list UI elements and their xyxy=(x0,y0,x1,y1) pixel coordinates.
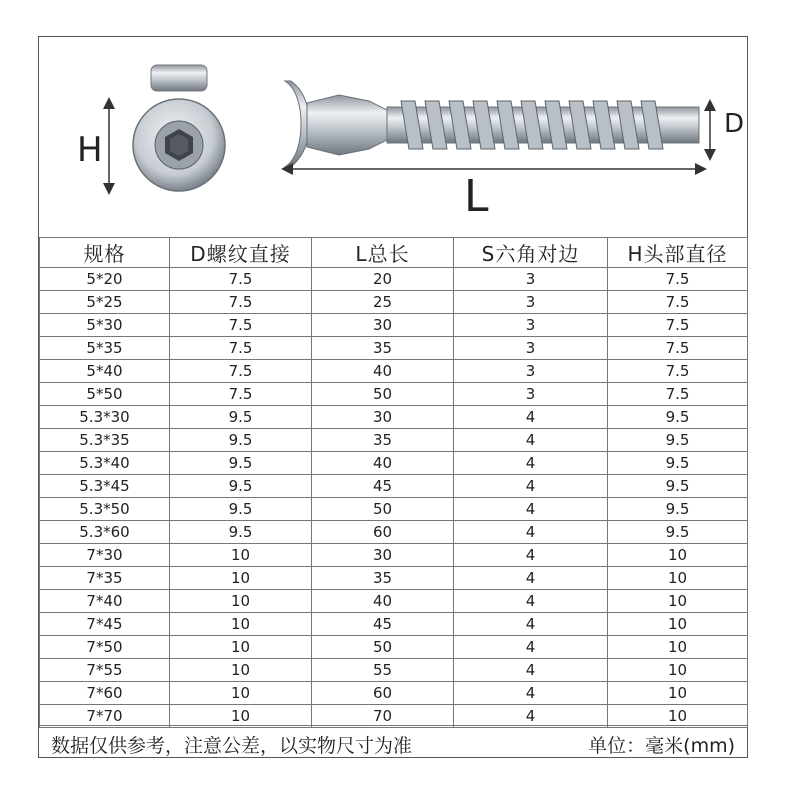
cell-hex-size: 3 xyxy=(454,291,608,314)
cell-head-diameter: 9.5 xyxy=(608,521,748,544)
cell-head-diameter: 10 xyxy=(608,567,748,590)
table-row xyxy=(40,337,748,360)
header-thread-diameter: D螺纹直接 xyxy=(170,238,312,268)
cell-hex-size: 4 xyxy=(454,429,608,452)
table-row xyxy=(40,567,748,590)
cell-spec: 5.3*35 xyxy=(40,429,170,452)
height-label: H xyxy=(77,130,103,170)
cell-thread-diameter: 9.5 xyxy=(170,521,312,544)
cell-total-length: 30 xyxy=(312,544,454,567)
cell-head-diameter: 10 xyxy=(608,636,748,659)
cell-hex-size: 4 xyxy=(454,498,608,521)
cell-spec: 7*35 xyxy=(40,567,170,590)
cell-hex-size: 3 xyxy=(454,360,608,383)
cell-head-diameter: 10 xyxy=(608,682,748,705)
header-hex-size: S六角对边 xyxy=(454,238,608,268)
cell-head-diameter: 10 xyxy=(608,590,748,613)
table-row xyxy=(40,613,748,636)
cell-thread-diameter: 7.5 xyxy=(170,291,312,314)
cell-spec: 7*40 xyxy=(40,590,170,613)
cell-total-length: 35 xyxy=(312,337,454,360)
cell-spec: 5.3*50 xyxy=(40,498,170,521)
cell-thread-diameter: 7.5 xyxy=(170,337,312,360)
cell-hex-size: 4 xyxy=(454,521,608,544)
disclaimer-note: 数据仅供参考，注意公差，以实物尺寸为准 xyxy=(51,735,413,757)
cell-total-length: 60 xyxy=(312,521,454,544)
cell-hex-size: 4 xyxy=(454,659,608,682)
cell-total-length: 25 xyxy=(312,291,454,314)
cell-hex-size: 4 xyxy=(454,613,608,636)
cell-total-length: 50 xyxy=(312,383,454,406)
cell-thread-diameter: 10 xyxy=(170,705,312,728)
table-row xyxy=(40,590,748,613)
cell-spec: 7*60 xyxy=(40,682,170,705)
cell-hex-size: 3 xyxy=(454,314,608,337)
table-header-row xyxy=(40,238,748,268)
cell-hex-size: 3 xyxy=(454,268,608,291)
unit-label: 单位：毫米(mm) xyxy=(588,735,735,757)
cell-total-length: 45 xyxy=(312,475,454,498)
cell-spec: 5*25 xyxy=(40,291,170,314)
screw-threads xyxy=(401,101,663,149)
cell-thread-diameter: 7.5 xyxy=(170,383,312,406)
cell-hex-size: 4 xyxy=(454,636,608,659)
cell-head-diameter: 9.5 xyxy=(608,406,748,429)
cell-spec: 7*70 xyxy=(40,705,170,728)
cell-thread-diameter: 10 xyxy=(170,636,312,659)
cell-thread-diameter: 9.5 xyxy=(170,429,312,452)
cell-head-diameter: 9.5 xyxy=(608,475,748,498)
cell-head-diameter: 7.5 xyxy=(608,337,748,360)
cell-spec: 5*30 xyxy=(40,314,170,337)
table-row xyxy=(40,521,748,544)
cell-hex-size: 3 xyxy=(454,337,608,360)
cell-hex-size: 4 xyxy=(454,452,608,475)
cell-total-length: 35 xyxy=(312,429,454,452)
cell-head-diameter: 7.5 xyxy=(608,360,748,383)
cell-head-diameter: 10 xyxy=(608,659,748,682)
cell-spec: 5.3*45 xyxy=(40,475,170,498)
cell-spec: 5*40 xyxy=(40,360,170,383)
spec-sheet xyxy=(38,36,748,758)
cell-spec: 7*55 xyxy=(40,659,170,682)
cell-hex-size: 4 xyxy=(454,475,608,498)
cell-head-diameter: 7.5 xyxy=(608,291,748,314)
cell-total-length: 50 xyxy=(312,498,454,521)
cell-head-diameter: 7.5 xyxy=(608,314,748,337)
cell-hex-size: 4 xyxy=(454,544,608,567)
cell-thread-diameter: 9.5 xyxy=(170,452,312,475)
cell-total-length: 70 xyxy=(312,705,454,728)
cell-head-diameter: 9.5 xyxy=(608,429,748,452)
cell-total-length: 35 xyxy=(312,567,454,590)
cell-total-length: 20 xyxy=(312,268,454,291)
cell-thread-diameter: 10 xyxy=(170,682,312,705)
table-row xyxy=(40,452,748,475)
cell-thread-diameter: 10 xyxy=(170,590,312,613)
table-row xyxy=(40,659,748,682)
cell-total-length: 50 xyxy=(312,636,454,659)
spec-table xyxy=(39,237,748,728)
cell-head-diameter: 9.5 xyxy=(608,498,748,521)
cell-head-diameter: 10 xyxy=(608,544,748,567)
cell-thread-diameter: 9.5 xyxy=(170,406,312,429)
cell-total-length: 40 xyxy=(312,590,454,613)
diagram-svg xyxy=(39,37,747,237)
cell-total-length: 40 xyxy=(312,360,454,383)
cell-total-length: 30 xyxy=(312,406,454,429)
table-row xyxy=(40,314,748,337)
header-total-length: L总长 xyxy=(312,238,454,268)
cell-spec: 5*20 xyxy=(40,268,170,291)
table-row xyxy=(40,682,748,705)
cell-thread-diameter: 10 xyxy=(170,659,312,682)
header-spec: 规格 xyxy=(40,238,170,268)
cell-head-diameter: 10 xyxy=(608,705,748,728)
cell-hex-size: 4 xyxy=(454,567,608,590)
cell-total-length: 55 xyxy=(312,659,454,682)
cell-thread-diameter: 7.5 xyxy=(170,314,312,337)
table-row xyxy=(40,475,748,498)
cell-spec: 5.3*30 xyxy=(40,406,170,429)
cell-thread-diameter: 10 xyxy=(170,613,312,636)
cell-spec: 5*50 xyxy=(40,383,170,406)
table-row xyxy=(40,636,748,659)
table-row xyxy=(40,360,748,383)
cell-thread-diameter: 7.5 xyxy=(170,268,312,291)
cell-spec: 5*35 xyxy=(40,337,170,360)
cell-total-length: 45 xyxy=(312,613,454,636)
cell-total-length: 40 xyxy=(312,452,454,475)
table-row xyxy=(40,498,748,521)
screw-diagram xyxy=(39,37,747,237)
cell-thread-diameter: 10 xyxy=(170,544,312,567)
cell-hex-size: 4 xyxy=(454,590,608,613)
cell-hex-size: 4 xyxy=(454,406,608,429)
cell-spec: 7*50 xyxy=(40,636,170,659)
cell-total-length: 30 xyxy=(312,314,454,337)
table-row xyxy=(40,544,748,567)
table-row xyxy=(40,406,748,429)
cell-spec: 7*30 xyxy=(40,544,170,567)
table-row xyxy=(40,383,748,406)
hex-socket-head-icon xyxy=(133,65,225,191)
cell-spec: 7*45 xyxy=(40,613,170,636)
confirmat-screw-icon xyxy=(285,81,699,167)
table-row xyxy=(40,268,748,291)
table-row xyxy=(40,429,748,452)
cell-head-diameter: 7.5 xyxy=(608,383,748,406)
cell-head-diameter: 10 xyxy=(608,613,748,636)
diameter-label: D xyxy=(724,109,745,139)
table-row xyxy=(40,291,748,314)
length-label: L xyxy=(464,171,489,222)
cell-hex-size: 4 xyxy=(454,705,608,728)
cell-thread-diameter: 7.5 xyxy=(170,360,312,383)
cell-thread-diameter: 9.5 xyxy=(170,475,312,498)
cell-hex-size: 4 xyxy=(454,682,608,705)
cell-thread-diameter: 10 xyxy=(170,567,312,590)
cell-head-diameter: 9.5 xyxy=(608,452,748,475)
cell-hex-size: 3 xyxy=(454,383,608,406)
cell-spec: 5.3*60 xyxy=(40,521,170,544)
cell-total-length: 60 xyxy=(312,682,454,705)
cell-thread-diameter: 9.5 xyxy=(170,498,312,521)
cell-head-diameter: 7.5 xyxy=(608,268,748,291)
header-head-diameter: H头部直径 xyxy=(608,238,748,268)
footer xyxy=(39,725,747,757)
cell-spec: 5.3*40 xyxy=(40,452,170,475)
